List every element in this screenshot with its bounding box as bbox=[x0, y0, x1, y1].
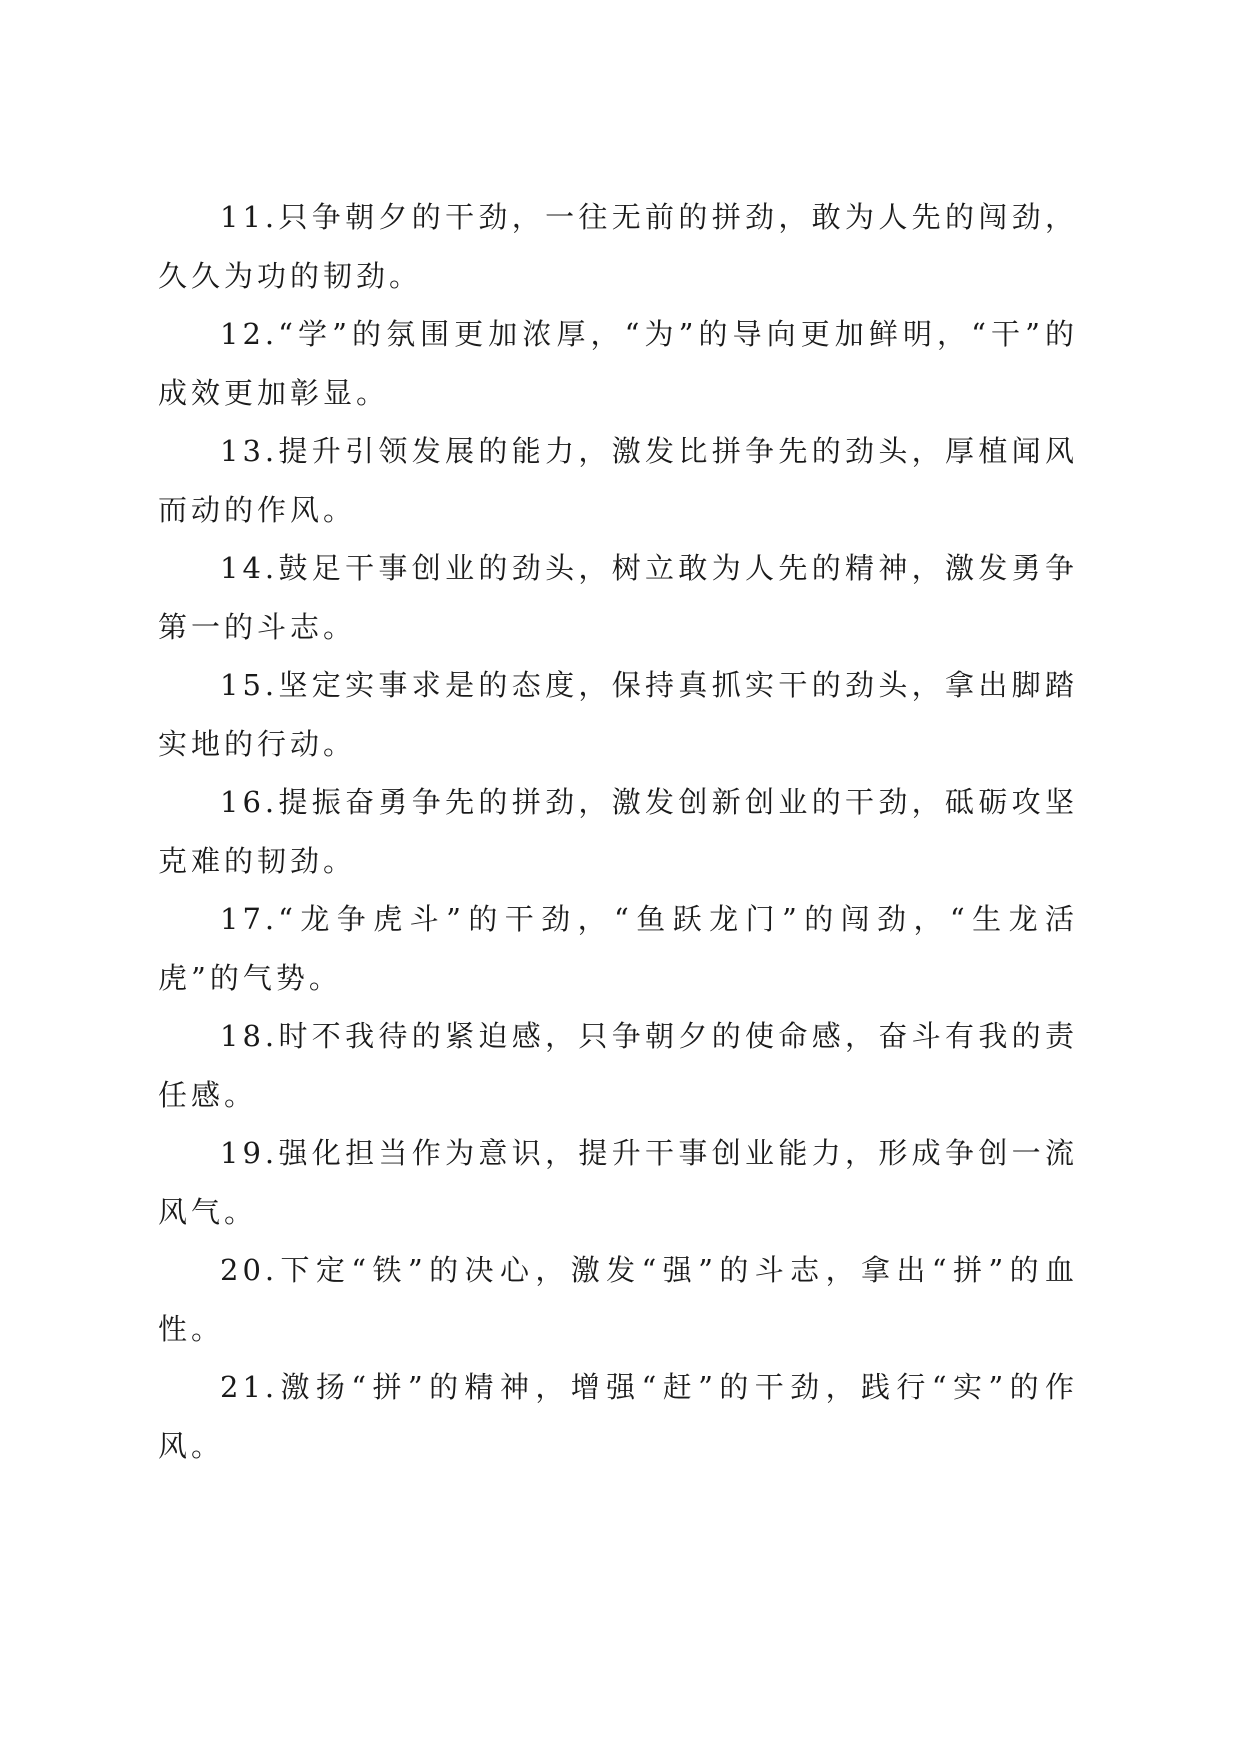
document-page bbox=[158, 188, 1078, 1475]
list-item-18: 18.时不我待的紧迫感，只争朝夕的使命感，奋斗有我的责任感。 bbox=[158, 1019, 1078, 1112]
list-item-20: 20.下定“铁”的决心，激发“强”的斗志，拿出“拼”的血性。 bbox=[158, 1253, 1078, 1346]
list-item-15: 15.坚定实事求是的态度，保持真抓实干的劲头，拿出脚踏实地的行动。 bbox=[158, 668, 1078, 761]
list-item-21: 21.激扬“拼”的精神，增强“赶”的干劲，践行“实”的作风。 bbox=[158, 1370, 1078, 1463]
list-item-17: 17.“龙争虎斗”的干劲，“鱼跃龙门”的闯劲，“生龙活虎”的气势。 bbox=[158, 902, 1078, 995]
list-item-19: 19.强化担当作为意识，提升干事创业能力，形成争创一流风气。 bbox=[158, 1136, 1078, 1229]
list-item-12: 12.“学”的氛围更加浓厚，“为”的导向更加鲜明，“干”的成效更加彰显。 bbox=[158, 317, 1078, 410]
list-item-14: 14.鼓足干事创业的劲头，树立敢为人先的精神，激发勇争第一的斗志。 bbox=[158, 551, 1078, 644]
list-item-11: 11.只争朝夕的干劲，一往无前的拼劲，敢为人先的闯劲，久久为功的韧劲。 bbox=[158, 200, 1078, 293]
list-item-13: 13.提升引领发展的能力，激发比拼争先的劲头，厚植闻风而动的作风。 bbox=[158, 434, 1078, 527]
list-item-16: 16.提振奋勇争先的拼劲，激发创新创业的干劲，砥砺攻坚克难的韧劲。 bbox=[158, 785, 1078, 878]
